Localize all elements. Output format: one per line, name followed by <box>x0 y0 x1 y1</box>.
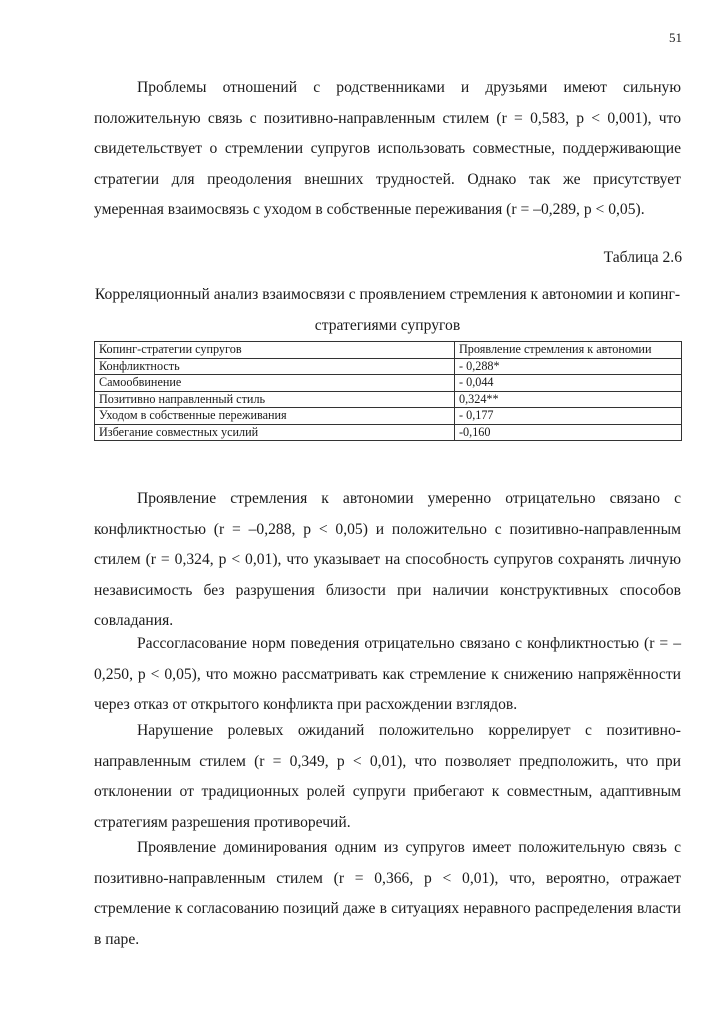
correlation-table <box>94 341 682 441</box>
table-cell-strategy: Избегание совместных усилий <box>95 424 455 441</box>
table-row <box>95 358 682 375</box>
table-cell-value: -0,160 <box>455 424 682 441</box>
page-number: 51 <box>669 30 682 45</box>
table-caption: Корреляционный анализ взаимосвязи с проявлением стремления к автономии и копинг-стратегиями супругов <box>94 286 681 334</box>
table-row <box>95 391 682 408</box>
table-row <box>95 424 682 441</box>
table-cell-strategy: Уходом в собственные переживания <box>95 408 455 425</box>
table-header-cell: Копинг-стратегии супругов <box>95 342 455 359</box>
paragraph-1: Проблемы отношений с родственниками и друзьями имеют сильную положительную связь с позитивно-направленным стилем (r = 0,583, p < 0,001), что свидетельствует о стремлении супругов использовать совместные, поддерживающие стратегии для преодоления внешних трудностей. Однако так же присутствует умеренная взаимосвязь с уходом в собственные переживания (r = –0,289, p < 0,05). <box>94 79 681 219</box>
paragraph-4: Нарушение ролевых ожиданий положительно коррелирует с позитивно-направленным стилем (r = 0,349, p < 0,01), что позволяет предположить, что при отклонении от традиционных ролей супруги прибегают к совместным, адаптивным стратегиям разрешения противоречий. <box>94 722 681 831</box>
table-label: Таблица 2.6 <box>603 249 682 266</box>
table-cell-strategy: Позитивно направленный стиль <box>95 391 455 408</box>
table-cell-strategy: Конфликтность <box>95 358 455 375</box>
table-cell-value: - 0,288* <box>455 358 682 375</box>
table-row <box>95 408 682 425</box>
paragraph-5: Проявление доминирования одним из супругов имеет положительную связь с позитивно-направленным стилем (r = 0,366, p < 0,01), что, вероятно, отражает стремление к согласованию позиций даже в ситуациях неравного распределения власти в паре. <box>94 839 681 948</box>
table-cell-value: 0,324** <box>455 391 682 408</box>
paragraph-2: Проявление стремления к автономии умеренно отрицательно связано с конфликтностью (r = –0,288, p < 0,05) и положительно с позитивно-направленным стилем (r = 0,324, p < 0,01), что указывает на способность супругов сохранять личную независимость без разрушения близости при наличии конструктивных способов совладания. <box>94 490 681 630</box>
table-row <box>95 375 682 392</box>
paragraph-3: Рассогласование норм поведения отрицательно связано с конфликтностью (r = –0,250, p < 0,05), что можно рассматривать как стремление к снижению напряжённости через отказ от открытого конфликта при расхождении взглядов. <box>94 635 681 714</box>
table-cell-strategy: Самообвинение <box>95 375 455 392</box>
table-cell-value: - 0,177 <box>455 408 682 425</box>
table-header-row <box>95 342 682 359</box>
table-cell-value: - 0,044 <box>455 375 682 392</box>
table-header-cell: Проявление стремления к автономии <box>455 342 682 359</box>
